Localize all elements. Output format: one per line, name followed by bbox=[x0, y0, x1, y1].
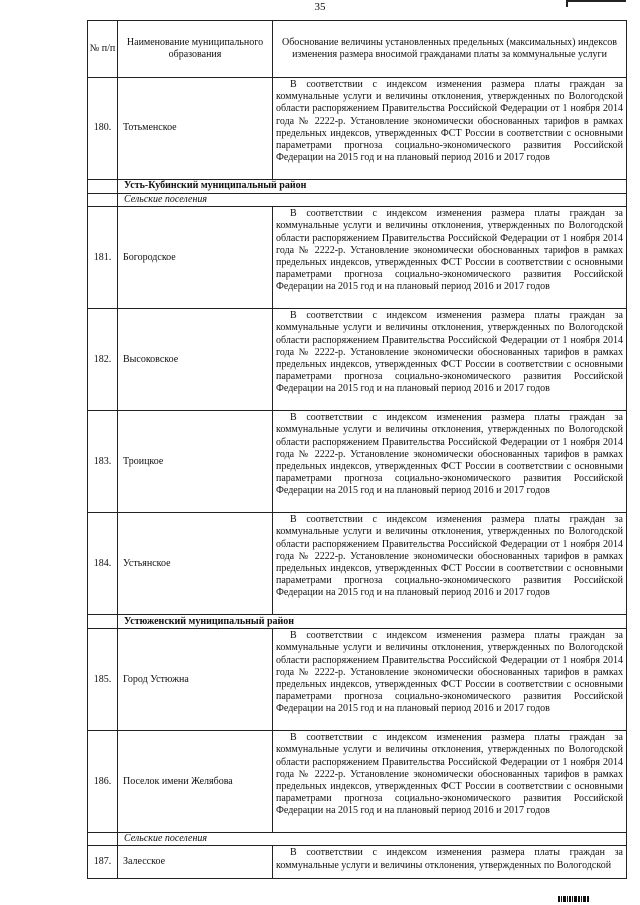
row-number: 182. bbox=[88, 309, 118, 411]
row-number: 186. bbox=[88, 731, 118, 833]
reason-text: В соответствии с индексом изменения размера платы граждан за коммунальные услуги и величины отклонения, утвержденных по Вологодской области распоряжением Правительства Российской Федерации от 1 ноября 2014 года № 2222-р. Установление экономически обоснованных тарифов в рамках предельных индексов, утвержденных ФСТ России в соответствии с основными параметрами прогноза социально-экономического развития Российской Федерации на 2015 год и на плановый период 2016 и 2017 годов bbox=[276, 412, 623, 497]
subsection-row bbox=[88, 194, 627, 207]
table-row bbox=[88, 513, 627, 615]
reason-text-cell bbox=[273, 513, 627, 615]
table-row bbox=[88, 846, 627, 879]
district-row bbox=[88, 615, 627, 629]
empty-cell bbox=[88, 615, 118, 629]
municipality-name: Богородское bbox=[118, 207, 273, 309]
reason-text-cell bbox=[273, 309, 627, 411]
page-number: 35 bbox=[314, 1, 326, 13]
reason-text-cell bbox=[273, 629, 627, 731]
corner-mark bbox=[566, 0, 626, 7]
table-body bbox=[88, 78, 627, 879]
municipality-name: Залесское bbox=[118, 846, 273, 879]
reason-text-cell bbox=[273, 846, 627, 879]
reason-text-cell bbox=[273, 731, 627, 833]
row-number: 185. bbox=[88, 629, 118, 731]
barcode-mark bbox=[558, 896, 589, 902]
reason-text: В соответствии с индексом изменения размера платы граждан за коммунальные услуги и величины отклонения, утвержденных по Вологодской области распоряжением Правительства Российской Федерации от 1 ноября 2014 года № 2222-р. Установление экономически обоснованных тарифов в рамках предельных индексов, утвержденных ФСТ России в соответствии с основными параметрами прогноза социально-экономического развития Российской Федерации на 2015 год и на плановый период 2016 и 2017 годов bbox=[276, 79, 623, 164]
table-row bbox=[88, 629, 627, 731]
subsection-row bbox=[88, 833, 627, 846]
reason-text: В соответствии с индексом изменения размера платы граждан за коммунальные услуги и величины отклонения, утвержденных по Вологодской области распоряжением Правительства Российской Федерации от 1 ноября 2014 года № 2222-р. Установление экономически обоснованных тарифов в рамках предельных индексов, утвержденных ФСТ России в соответствии с основными параметрами прогноза социально-экономического развития Российской Федерации на 2015 год и на плановый период 2016 и 2017 годов bbox=[276, 630, 623, 715]
municipality-name: Устьянское bbox=[118, 513, 273, 615]
header-name: Наименование муниципального образования bbox=[118, 21, 273, 78]
reason-text-cell bbox=[273, 207, 627, 309]
empty-cell bbox=[88, 833, 118, 846]
table-row bbox=[88, 207, 627, 309]
table-row bbox=[88, 731, 627, 833]
header-num: № п/п bbox=[88, 21, 118, 78]
district-name: Усть-Кубинский муниципальный район bbox=[118, 180, 627, 194]
reason-text-cell bbox=[273, 78, 627, 180]
row-number: 181. bbox=[88, 207, 118, 309]
reason-text-cell bbox=[273, 411, 627, 513]
empty-cell bbox=[88, 180, 118, 194]
reason-text: В соответствии с индексом изменения размера платы граждан за коммунальные услуги и величины отклонения, утвержденных по Вологодской области распоряжением Правительства Российской Федерации от 1 ноября 2014 года № 2222-р. Установление экономически обоснованных тарифов в рамках предельных индексов, утвержденных ФСТ России в соответствии с основными параметрами прогноза социально-экономического развития Российской Федерации на 2015 год и на плановый период 2016 и 2017 годов bbox=[276, 208, 623, 293]
reason-text: В соответствии с индексом изменения размера платы граждан за коммунальные услуги и величины отклонения, утвержденных по Вологодской области распоряжением Правительства Российской Федерации от 1 ноября 2014 года № 2222-р. Установление экономически обоснованных тарифов в рамках предельных индексов, утвержденных ФСТ России в соответствии с основными параметрами прогноза социально-экономического развития Российской Федерации на 2015 год и на плановый период 2016 и 2017 годов bbox=[276, 732, 623, 817]
row-number: 183. bbox=[88, 411, 118, 513]
table-row bbox=[88, 309, 627, 411]
district-row bbox=[88, 180, 627, 194]
municipality-name: Троицкое bbox=[118, 411, 273, 513]
table-row bbox=[88, 78, 627, 180]
subsection-label: Сельские поселения bbox=[118, 194, 627, 207]
municipality-name: Город Устюжна bbox=[118, 629, 273, 731]
table-header-row bbox=[88, 21, 627, 78]
row-number: 180. bbox=[88, 78, 118, 180]
municipality-name: Тотьменское bbox=[118, 78, 273, 180]
table-row bbox=[88, 411, 627, 513]
reason-text: В соответствии с индексом изменения размера платы граждан за коммунальные услуги и величины отклонения, утвержденных по Вологодской области распоряжением Правительства Российской Федерации от 1 ноября 2014 года № 2222-р. Установление экономически обоснованных тарифов в рамках предельных индексов, утвержденных ФСТ России в соответствии с основными параметрами прогноза социально-экономического развития Российской Федерации на 2015 год и на плановый период 2016 и 2017 годов bbox=[276, 514, 623, 599]
document-table bbox=[87, 20, 627, 879]
municipality-name: Высоковское bbox=[118, 309, 273, 411]
subsection-label: Сельские поселения bbox=[118, 833, 627, 846]
row-number: 184. bbox=[88, 513, 118, 615]
district-name: Устюженский муниципальный район bbox=[118, 615, 627, 629]
empty-cell bbox=[88, 194, 118, 207]
header-reason: Обоснование величины установленных предельных (максимальных) индексов изменения размера вносимой гражданами платы за коммунальные услуги bbox=[273, 21, 627, 78]
row-number: 187. bbox=[88, 846, 118, 879]
municipality-name: Поселок имени Желябова bbox=[118, 731, 273, 833]
reason-text: В соответствии с индексом изменения размера платы граждан за коммунальные услуги и величины отклонения, утвержденных по Вологодской области распоряжением Правительства Российской Федерации от 1 ноября 2014 года № 2222-р. Установление экономически обоснованных тарифов в рамках предельных индексов, утвержденных ФСТ России в соответствии с основными параметрами прогноза социально-экономического развития Российской Федерации на 2015 год и на плановый период 2016 и 2017 годов bbox=[276, 310, 623, 395]
reason-text: В соответствии с индексом изменения размера платы граждан за коммунальные услуги и величины отклонения, утвержденных по Вологодской bbox=[276, 847, 623, 871]
